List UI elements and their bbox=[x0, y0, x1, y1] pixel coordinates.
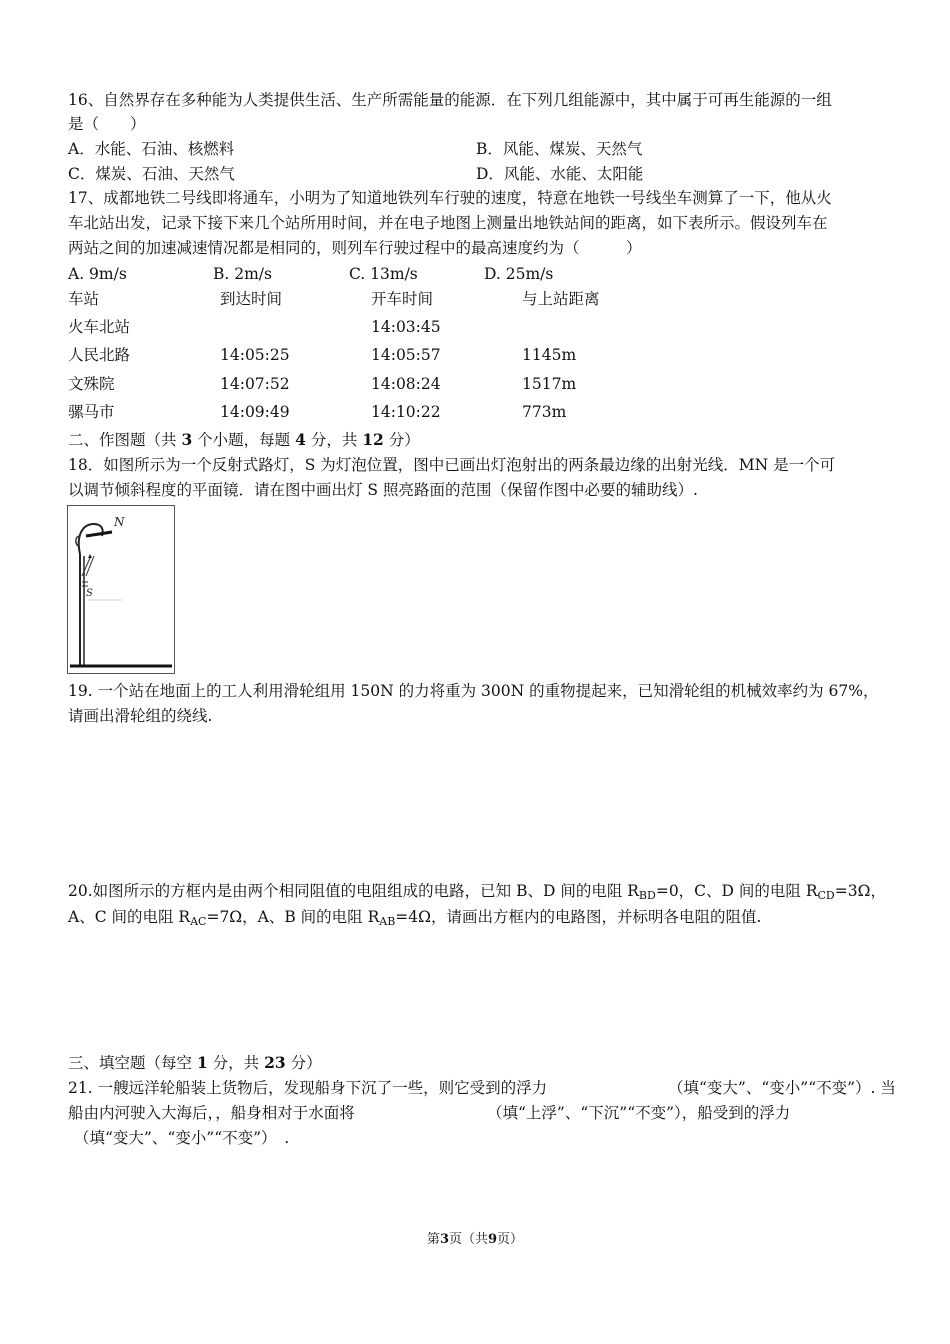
q21-stem-line3: （填“变大”、“变小”“不变”） . bbox=[74, 1129, 290, 1147]
table-cell: 14:05:57 bbox=[371, 346, 441, 364]
table-cell: 骡马市 bbox=[68, 403, 115, 421]
q16-stem-line1: 16、自然界存在多种能为人类提供生活、生产所需能量的能源．在下列几组能源中，其中属于可再生能源的一组 bbox=[68, 91, 832, 109]
table-cell: 14:10:22 bbox=[371, 403, 441, 421]
section-3-heading: 三、填空题（每空 1 分，共 23 分） bbox=[68, 1053, 322, 1072]
q17-option-b: B. 2m/s bbox=[213, 265, 272, 283]
q21-stem-line2b: （填“上浮”、“下沉”“不变”），船受到的浮力 bbox=[487, 1104, 791, 1122]
q19-stem-line1: 19. 一个站在地面上的工人利用滑轮组用 150N 的力将重为 300N 的重物提起来，已知滑轮组的机械效率约为 67%， bbox=[68, 682, 879, 700]
label-n: N bbox=[114, 515, 125, 529]
q17-stem-line2: 车北站出发，记录下接下来几个站所用时间，并在电子地图上测量出地铁站间的距离，如下表所示。假设列车在 bbox=[68, 214, 828, 232]
table-cell: 14:07:52 bbox=[220, 375, 290, 393]
q17-option-c: C. 13m/s bbox=[349, 265, 418, 283]
q18-stem-line2: 以调节倾斜程度的平面镜．请在图中画出灯 S 照亮路面的范围（保留作图中必要的辅助线）. bbox=[68, 481, 698, 499]
q20-stem-line1: 20.如图所示的方框内是由两个相同阻值的电阻组成的电路，已知 B、D 间的电阻 $R_{BD}=0$，C、D 间的电阻 $R_{CD}=3\Omega$， bbox=[68, 882, 886, 902]
page-footer: 第3页（共9页） bbox=[426, 1232, 524, 1247]
q17-stem-line1: 17、成都地铁二号线即将通车，小明为了知道地铁列车行驶的速度，特意在地铁一号线坐车测算了一下，他从火 bbox=[68, 189, 832, 207]
q19-stem-line2: 请画出滑轮组的绕线. bbox=[68, 707, 213, 725]
table-cell: 14:05:25 bbox=[220, 346, 290, 364]
q21-stem-line1b: （填“变大”、“变小”“不变”）. 当 bbox=[668, 1079, 896, 1097]
q16-option-b: B．风能、煤炭、天然气 bbox=[476, 140, 643, 158]
table-header-departure: 开车时间 bbox=[371, 290, 434, 308]
table-cell: 火车北站 bbox=[68, 318, 131, 336]
table-cell: 1517m bbox=[522, 375, 577, 393]
q17-stem-line3: 两站之间的加速减速情况都是相同的，则列车行驶过程中的最高速度约为（ ） bbox=[68, 239, 642, 257]
q16-option-a: A．水能、石油、核燃料 bbox=[68, 140, 235, 158]
q18-stem-line1: 18．如图所示为一个反射式路灯，S 为灯泡位置，图中已画出灯泡射出的两条最边缘的出射光线．MN 是一个可 bbox=[68, 456, 836, 474]
table-header-distance: 与上站距离 bbox=[522, 290, 600, 308]
street-lamp-drawing bbox=[68, 506, 174, 673]
street-lamp-figure bbox=[67, 505, 175, 674]
table-cell: 14:09:49 bbox=[220, 403, 290, 421]
table-cell: 1145m bbox=[522, 346, 577, 364]
table-header-arrival: 到达时间 bbox=[220, 290, 283, 308]
q17-option-a: A. 9m/s bbox=[68, 265, 127, 283]
q21-stem-line2a: 船由内河驶入大海后，，船身相对于水面将 bbox=[68, 1104, 355, 1122]
table-cell: 14:08:24 bbox=[371, 375, 441, 393]
table-cell: 14:03:45 bbox=[371, 318, 441, 336]
q16-option-d: D．风能、水能、太阳能 bbox=[476, 165, 644, 183]
section-2-heading: 二、作图题（共 3 个小题，每题 4 分，共 12 分） bbox=[68, 430, 420, 449]
table-cell: 文殊院 bbox=[68, 375, 115, 393]
q16-option-c: C．煤炭、石油、天然气 bbox=[68, 165, 235, 183]
q17-option-d: D. 25m/s bbox=[484, 265, 554, 283]
table-cell: 773m bbox=[522, 403, 567, 421]
table-cell: 人民北路 bbox=[68, 346, 131, 364]
label-s: S bbox=[86, 588, 93, 599]
q20-stem-line2: A、C 间的电阻 $R_{AC}=7\Omega$，A、B 间的电阻 $R_{AB}=4\Omega$，请画出方框内的电路图，并标明各电阻的阻值. bbox=[68, 908, 762, 928]
q21-stem-line1a: 21. 一艘远洋轮船装上货物后，发现船身下沉了一些，则它受到的浮力 bbox=[68, 1079, 548, 1097]
q16-stem-line2: 是（ ） bbox=[68, 115, 146, 133]
table-header-station: 车站 bbox=[68, 290, 100, 308]
